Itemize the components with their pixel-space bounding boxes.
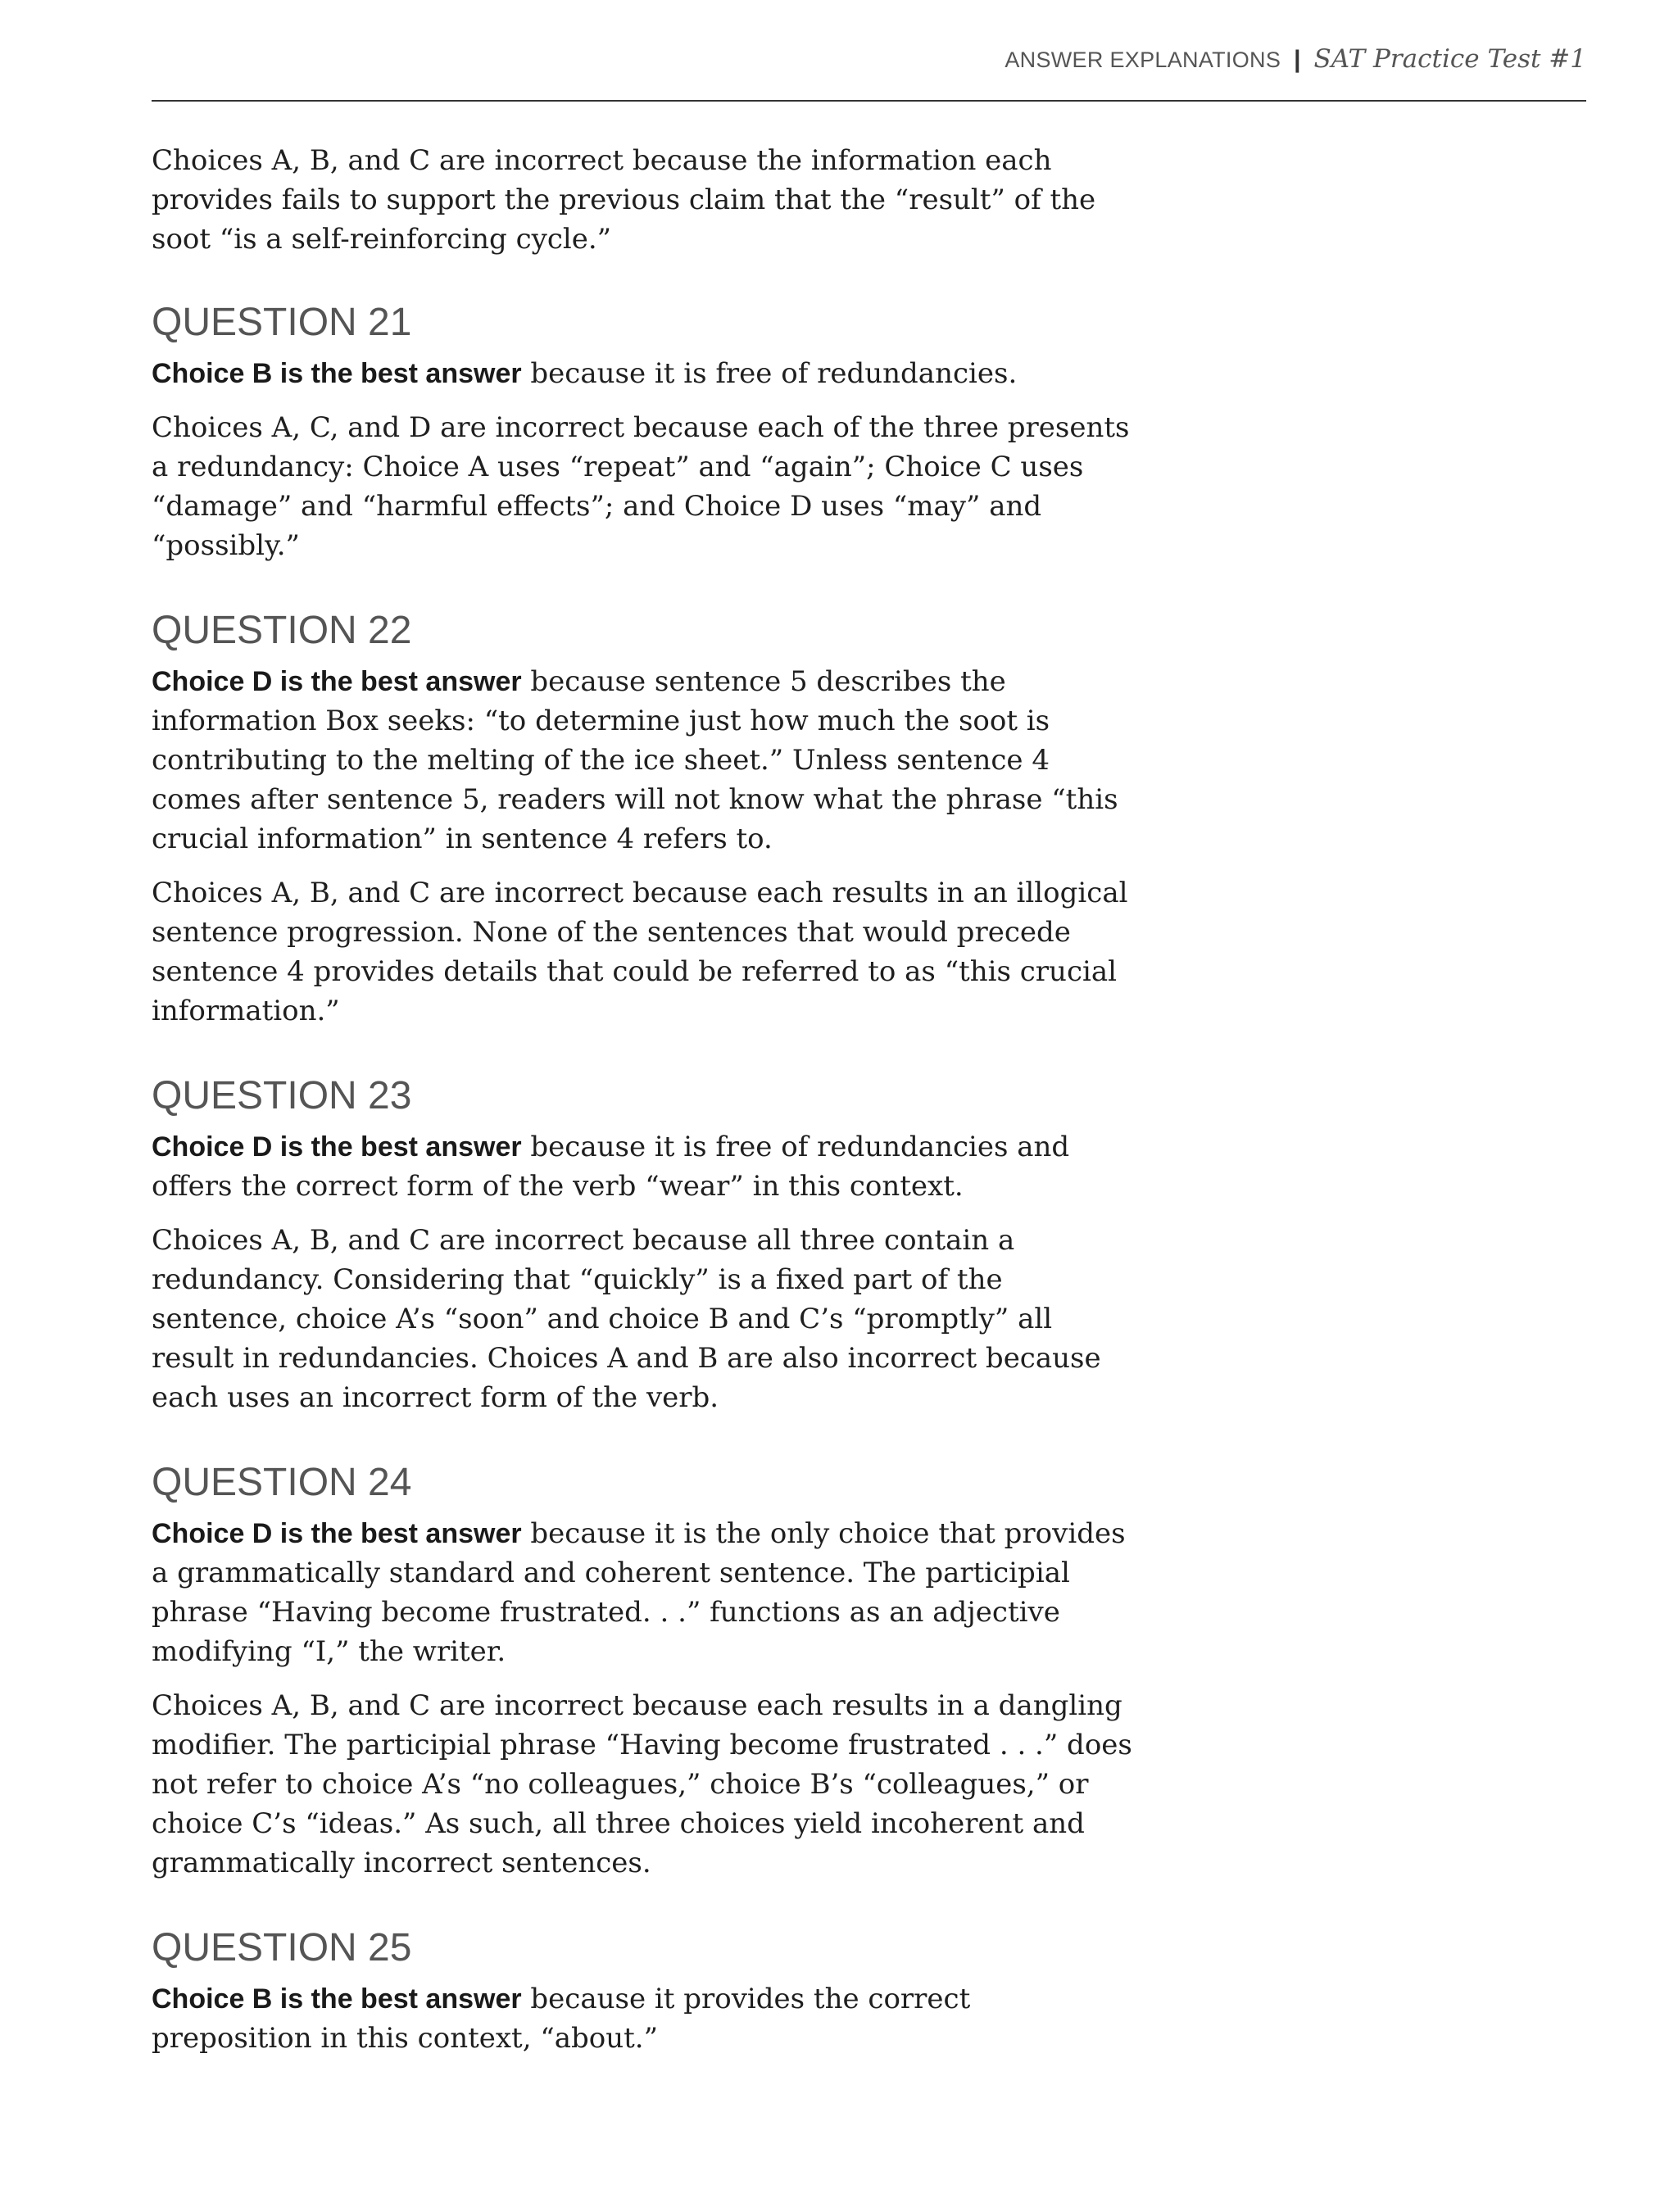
question-21 xyxy=(152,300,1135,565)
answer-text: because it provides the correct preposition in this context, “about.” xyxy=(152,1983,971,2055)
main-content xyxy=(152,141,1135,2073)
answer-lead: Choice D is the best answer xyxy=(152,1131,522,1163)
answer-text: because sentence 5 describes the information Box seeks: “to determine just how much the soot is contributing to the melting of the ice sheet.” Unless sentence 4 comes after sentence 5, readers will not know what the phrase “this crucial information” in sentence 4 refers to. xyxy=(152,665,1118,855)
question-22 xyxy=(152,608,1135,1031)
explanation-paragraph: Choices A, B, and C are incorrect because all three contain a redundancy. Considering that “quickly” is a fixed part of the sentence, choice A’s “soon” and choice B and C’s “promptly” all result in redundancies. Choices A and B are also incorrect because each uses an incorrect form of the verb. xyxy=(152,1224,1101,1414)
explanation-paragraph: Choices A, B, and C are incorrect because each results in a dangling modifier. The participial phrase “Having become frustrated . . .” does not refer to choice A’s “no colleagues,” choice B’s “colleagues,” or choice C’s “ideas.” As such, all three choices yield incoherent and grammatically incorrect sentences. xyxy=(152,1689,1132,1879)
question-24 xyxy=(152,1460,1135,1883)
question-heading: QUESTION 23 xyxy=(152,1074,412,1117)
answer-paragraph xyxy=(152,1127,1135,1206)
answer-text: because it is free of redundancies. xyxy=(521,357,1018,390)
header-section-title: ANSWER EXPLANATIONS xyxy=(1005,48,1281,72)
answer-paragraph xyxy=(152,1514,1135,1671)
intro-paragraph: Choices A, B, and C are incorrect because the information each provides fails to support the previous claim that the “result” of the soot “is a self-reinforcing cycle.” xyxy=(152,144,1096,256)
question-heading: QUESTION 22 xyxy=(152,609,412,652)
question-heading: QUESTION 24 xyxy=(152,1461,412,1504)
running-header xyxy=(1005,44,1586,80)
explanation-paragraph: Choices A, B, and C are incorrect because each results in an illogical sentence progression. None of the sentences that would precede sentence 4 provides details that could be referred to as “this crucial information.” xyxy=(152,877,1128,1027)
question-heading: QUESTION 21 xyxy=(152,301,412,344)
answer-lead: Choice D is the best answer xyxy=(152,1518,522,1549)
header-separator: | xyxy=(1294,46,1301,73)
question-25 xyxy=(152,1925,1135,2058)
header-book-title: SAT Practice Test #1 xyxy=(1313,44,1586,74)
answer-paragraph xyxy=(152,662,1135,859)
question-heading: QUESTION 25 xyxy=(152,1926,412,1969)
answer-text: because it is the only choice that provides a grammatically standard and coherent sentence. The participial phrase “Having become frustrated. . .” functions as an adjective modifying “I,” the writer. xyxy=(152,1517,1126,1668)
question-23 xyxy=(152,1073,1135,1417)
answer-lead: Choice D is the best answer xyxy=(152,666,522,697)
answer-lead: Choice B is the best answer xyxy=(152,358,522,389)
answer-paragraph xyxy=(152,354,1135,393)
answer-lead: Choice B is the best answer xyxy=(152,1983,522,2015)
header-rule xyxy=(152,100,1586,102)
explanation-paragraph: Choices A, C, and D are incorrect because each of the three presents a redundancy: Choice A uses “repeat” and “again”; Choice C uses “damage” and “harmful effects”; and Choice D uses “may” and “possibly.” xyxy=(152,411,1130,562)
answer-text: because it is free of redundancies and offers the correct form of the verb “wear” in this context. xyxy=(152,1131,1070,1203)
answer-paragraph xyxy=(152,1979,1135,2058)
